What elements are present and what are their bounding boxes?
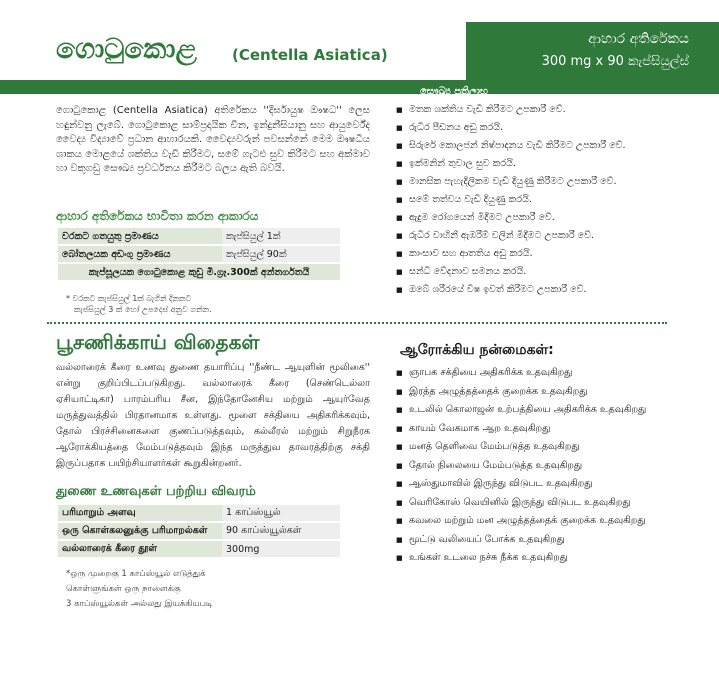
table-row [58,228,340,244]
tamil-benefits-list [395,364,646,568]
table-row [58,264,340,280]
sinhala-benefits-list [395,101,625,299]
table-key: ஒரு கொள்கலனுக்கு பரிமாறல்கள் [58,523,222,539]
tamil-benefits-title: ஆரோக்கிய நன்மைகள்: [400,342,554,358]
list-item: ■ ඇදුම රෝගයෙන් මිදීමට උපකාරී වේ. [395,209,625,227]
list-item: ■ කාංසාව සහ ආතතිය අඩු කරයි. [395,245,625,263]
table-full-row: කැප්සූලයක ගොටුකොළ කුඩු මි.ග්‍රෑ.300ක් අන්තර්ගතයි [58,264,340,280]
sinhala-intro: ගොටුකොළ (Centella Asiatica) අතිරේකය ''දීර්ඝායුෂ ඖෂධ'' ලෙස හඳුන්වනු ලැබේ. ගොටුකොළ සාම්ප්‍රදායික චීන, ඉන්දුනීසියානු සහ ආයුර්වේද වෛද්‍ය විද්‍යාවේ ප්‍රධාන ආහාරයකි. වෛද්‍යවරුන් පවසන්නේ මෙම ඖෂධීය ශාකය මොළයේ ශක්තිය වැඩි කිරීමට, සමේ ගැටළු සුව කිරීමට සහ අක්මාව හා වකුගඩු සෞඛ්‍ය ප්‍රවර්ධනය කිරීමට බලය ඇති බවයි. [56,105,370,174]
list-item: ■ உடலில் கொலாஜன் உற்பத்தியை அதிகரிக்க உதவுகிறது [395,401,646,420]
product-latin-name: (Centella Asiatica) [232,46,388,64]
table-value: කැප්සියුල් 90ක් [222,246,340,262]
table-row [58,246,340,262]
list-item: ■ ඉක්මනින් තුවාල සුව කරයි. [395,155,625,173]
table-key: பரிமாறும் அளவு [58,505,222,521]
table-value: 90 காப்ஸ்யூல்கள் [222,523,340,539]
sinhala-note-1: * වරකට කැප්සියුල් 1ක් බැගින් දිනකට [66,294,192,303]
sinhala-usage-table [58,226,340,282]
header-product-box [466,22,719,80]
tamil-note-3: 3 காப்ஸ்யூல்கள் அல்லது இயக்கியபடி [66,599,213,609]
list-item: ■ மூட்டு வலியைப் போக்க உதவுகிறது [395,531,646,550]
list-item: ■ මානසික පැහැදිලිකම වැඩි දියුණු කිරීමට උපකාරී වේ. [395,173,625,191]
list-item: ■ ஞாபக சக்தியை அதிகரிக்க உதவுகிறது [395,364,646,383]
tamil-title: பூசணிக்காய் விதைகள் [56,330,260,354]
list-item: ■ සන්ධි වේදනාව සමනය කරයි. [395,263,625,281]
list-item: ■ සිරුරේ කොලජන් නිෂ්පාදනය වැඩි කිරීමට උපකාරී වේ. [395,137,625,155]
table-key: බෝතලයක අඩංගු ප්‍රමාණය [58,246,222,262]
table-value: 300mg [222,541,340,557]
table-row [58,523,340,539]
list-item: ■ සමේ තත්වය වැඩි දියුණු කරයි. [395,191,625,209]
list-item: ■ රුධිර පීඩනය අඩු කරයි. [395,119,625,137]
list-item: ■ මතක ශක්තිය වැඩි කිරීමට උපකාරී වේ. [395,101,625,119]
list-item: ■ வெரிகோஸ் வெயினில் இருந்து விடுபட உதவுகிறது [395,494,646,513]
tamil-info-table [58,503,340,559]
tamil-note-1: *ஒரு முறைகு 1 காப்ஸ்யூல் எடுத்துக் [66,569,206,579]
sinhala-note-2: කැප්සියුල් 3 ක් හෝ උපදෙස් අනුව ගන්න. [74,305,212,314]
table-value: කැප්සියුල් 1ක් [222,228,340,244]
list-item: ■ රුධිර වාහිනී ඇඹරීම් වලින් මිදීමට උපකාරී වේ. [395,227,625,245]
product-title: ගොටුකොළ [56,32,197,65]
sinhala-usage-title: ආහාර අතිරේකය භාවිතා කරන ආකාරය [56,209,259,223]
dosage-label: 300 mg x 90 කැප්සියුල්ස් [541,54,689,69]
table-value: 1 காப்ஸ்யூல் [222,505,340,521]
supplement-label: ආහාර අතිරේකය [588,31,689,47]
list-item: ■ காயம் வேகமாக ஆற உதவுகிறது [395,420,646,439]
list-item: ■ உங்கள் உடலை நச்சு நீக்க உதவுகிறது [395,549,646,568]
section-divider [47,322,667,324]
tamil-note-2: கொள்ளுங்கள் ஒரு நாளைக்கு [66,584,181,594]
list-item: ■ ඔබේ ශරීරයේ විෂ ඉවත් කිරීමට උපකාරී වේ. [395,281,625,299]
table-row [58,541,340,557]
list-item: ■ கவலை மற்றும் மன அழுத்தத்தைக் குறைக்க உதவுகிறது [395,512,646,531]
table-key: வல்லாரைக் கீரை தூள் [58,541,222,557]
sinhala-benefits-title: සෞඛ්‍ය ප්‍රතිලාභ [420,86,488,97]
tamil-intro: வல்லாரைக் கீரை உணவு துணை தயாரிப்பு ''நீண்ட ஆயுளின் மூலிகை'' என்று குறிப்பிடப்படுகிறது. வல்லாரைக் கீரை (செண்டெல்லா ஏசியாட்டிகா) பாரம்பரிய சீன, இந்தோனேசிய மற்றும் ஆயுர்வேத மருத்துவத்தில் பிரதானமாக உள்ளது. மூளை சக்தியை அதிகரிக்கவும், தோல் பிரச்சினைகளை குணப்படுத்தவும், கல்லீரல் மற்றும் சிறுநீரக ஆரோக்கியத்தை மேம்படுத்தவும் இந்த மருத்துவ தாவரத்திற்கு சக்தி இருப்பதாக பயிற்சியாளர்கள் கூறுகின்றனர். [56,362,370,469]
list-item: ■ இரத்த அழுத்தத்தைக் குறைக்க உதவுகிறது [395,383,646,402]
list-item: ■ தோல் நிலையை மேம்படுத்த உதவுகிறது [395,457,646,476]
tamil-info-title: துணை உணவுகள் பற்றிய விவரம் [56,484,256,499]
header-band [0,80,719,94]
table-key: වරකට ගතයුතු ප්‍රමාණය [58,228,222,244]
list-item: ■ ஆஸ்துமாவில் இருந்து விடுபட உதவுகிறது [395,475,646,494]
list-item: ■ மனத் தெளிவை மேம்படுத்த உதவுகிறது [395,438,646,457]
table-row [58,505,340,521]
